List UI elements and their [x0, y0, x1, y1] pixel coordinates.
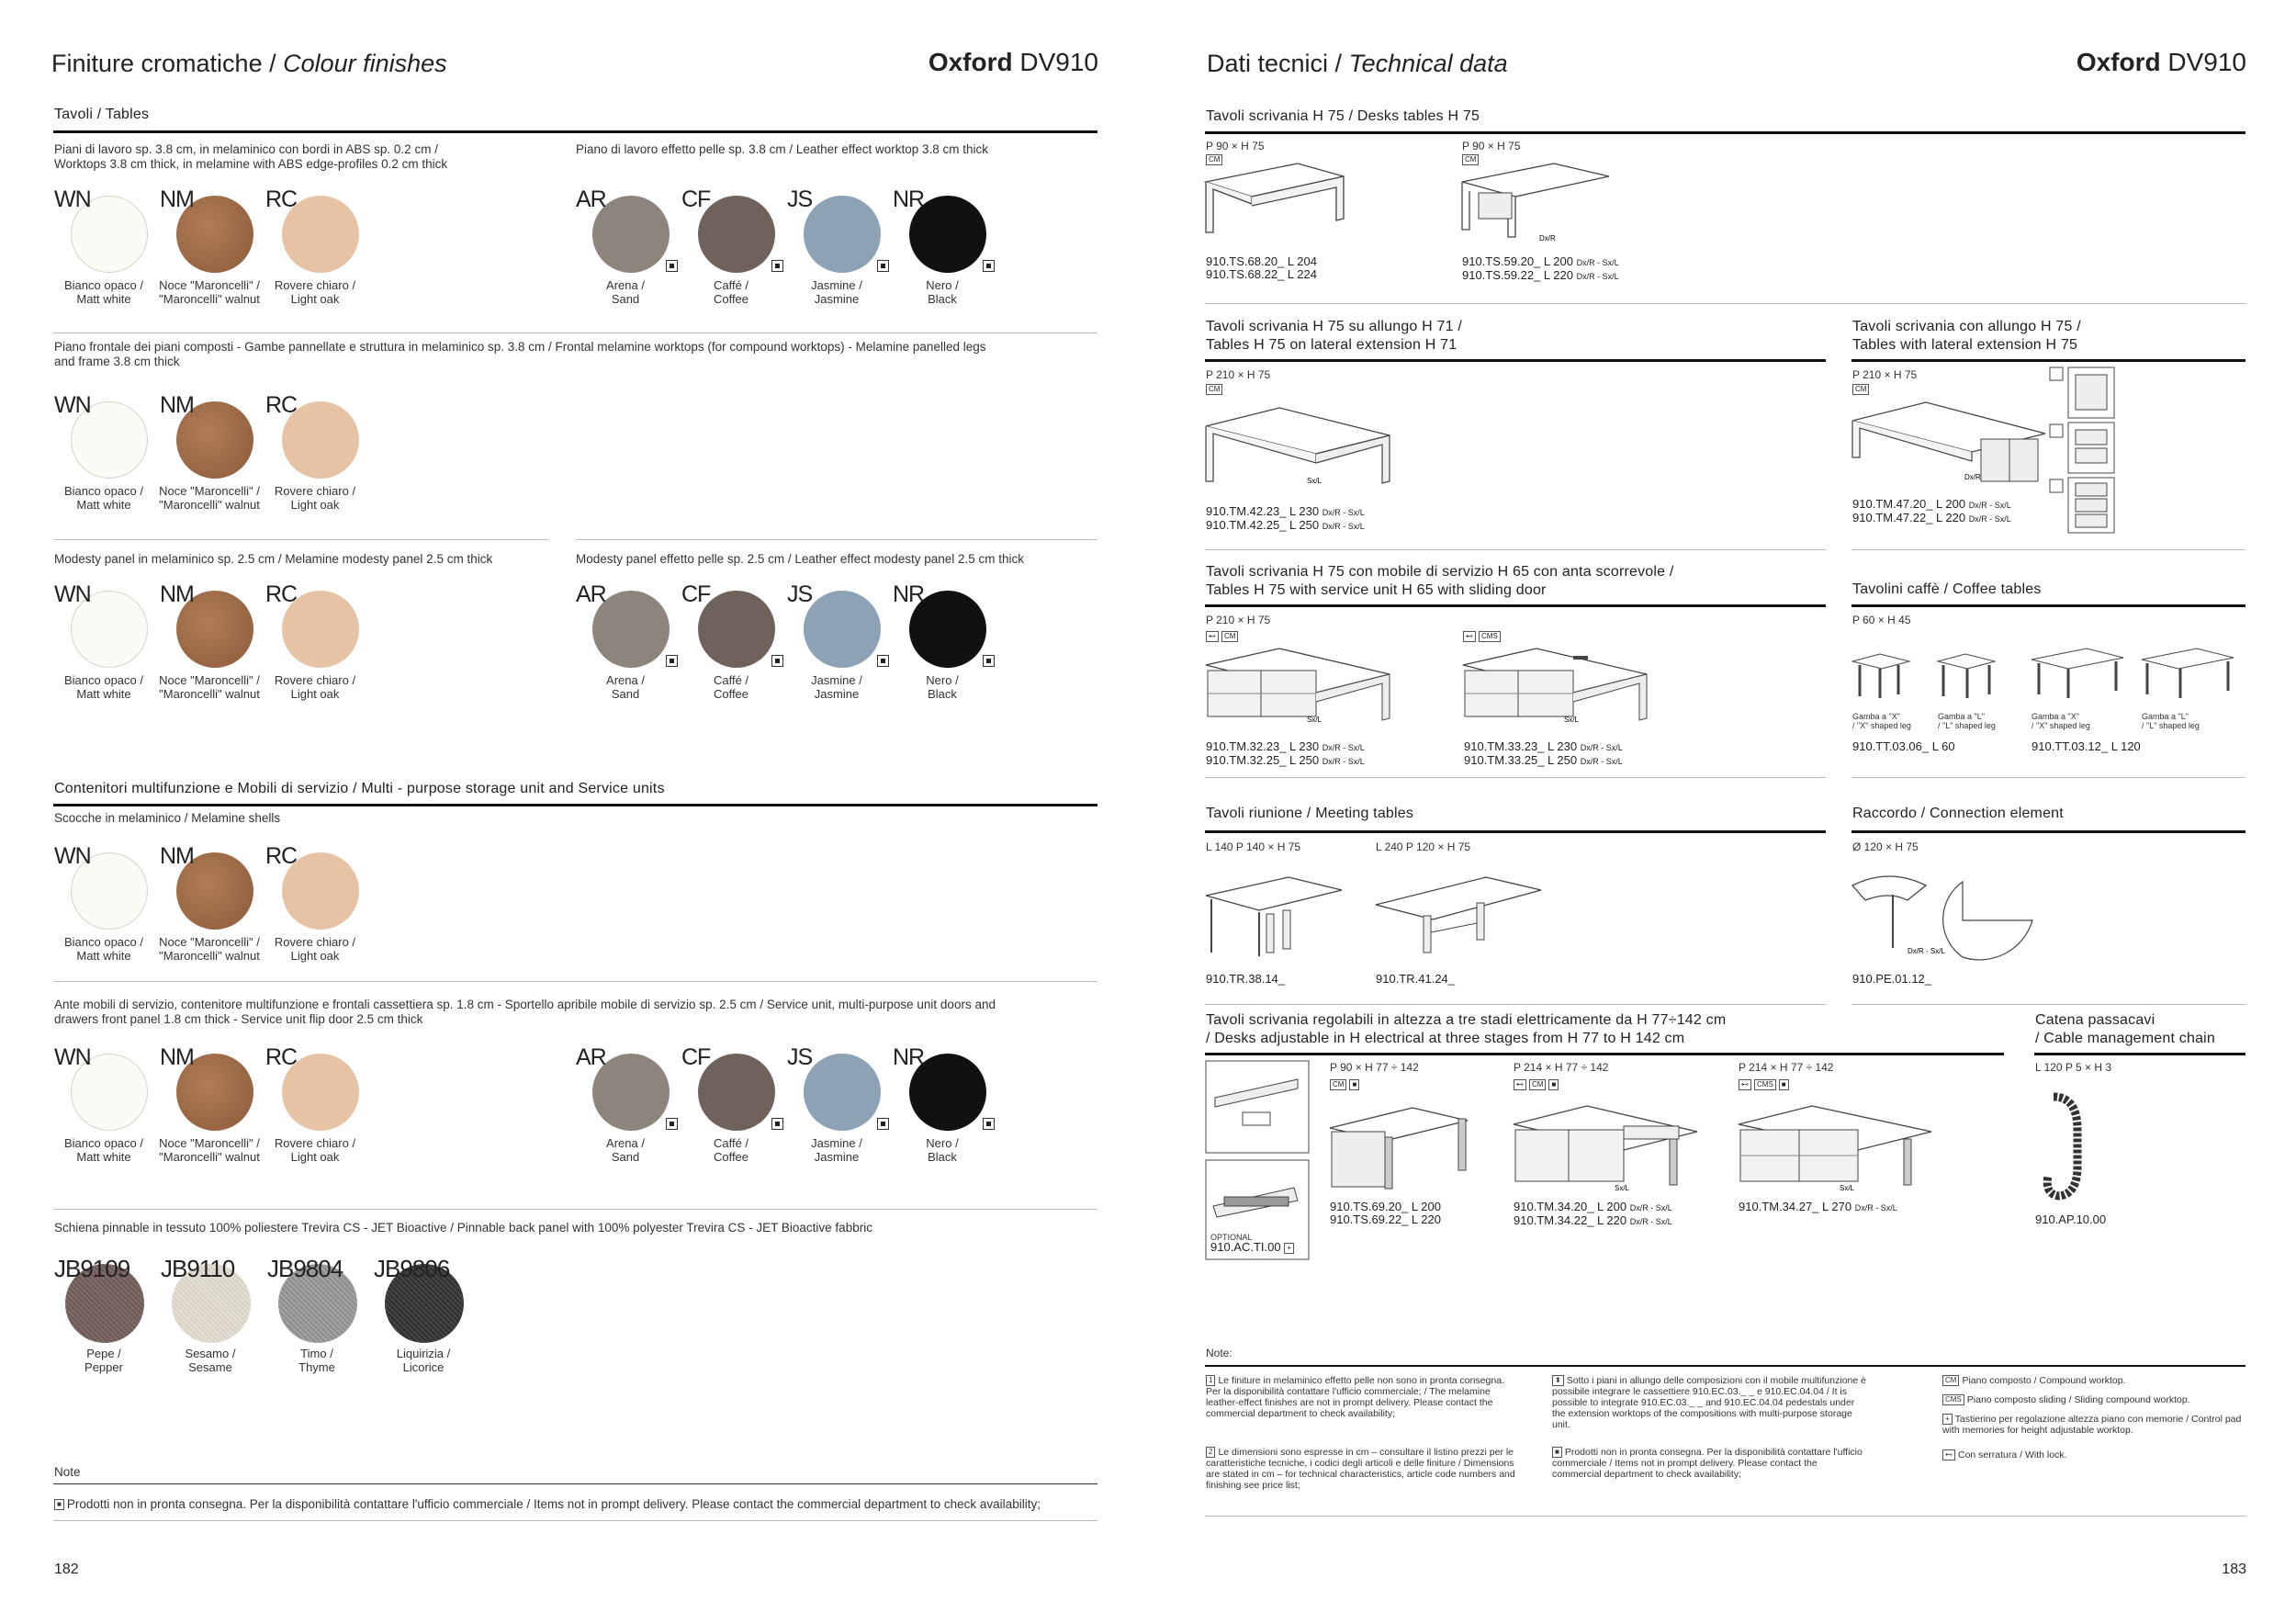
legend-control-pad: [1942, 1414, 2245, 1436]
side-label: Sx/L: [1307, 716, 1322, 724]
desk-drawing: [1462, 164, 1609, 246]
divider: [1205, 1516, 2245, 1517]
finish-code: RC: [265, 581, 298, 607]
finish-code: JS: [787, 581, 813, 607]
product-codes: [1330, 1201, 1441, 1226]
finish-caption: Jasmine / Jasmine: [811, 1136, 862, 1164]
divider: [576, 539, 1097, 540]
note-text: Le finiture in melaminico effetto pelle non sono in pronta consegna. Per la disponibilità contattare l'ufficio commerciale; / The melamine leather-effect finishes are not in prompt delivery. Please contact the commercial department to check availability;: [1206, 1375, 1504, 1420]
desk-sliding-drawing: [1463, 643, 1647, 735]
not-in-stock-icon: [877, 1118, 889, 1130]
divider: [1851, 830, 2245, 833]
product-code: 910.TS.68.22_ L 224: [1206, 267, 1317, 281]
finish-caption: Arena / Sand: [606, 278, 645, 306]
finish-code: NM: [160, 186, 194, 212]
adjustable-desk-drawing: [1330, 1100, 1477, 1192]
connection-element-drawing: [1852, 873, 2036, 964]
side-label: Dx/R - Sx/L: [1580, 757, 1623, 766]
note-left: [54, 1497, 1041, 1512]
dimension-label: P 214 × H 77 ÷ 142: [1739, 1061, 1834, 1074]
product-code-text: 910.TS.59.20_ L 200: [1462, 254, 1573, 268]
cable-chain-title: Catena passacavi / Cable management chain: [2035, 1012, 2216, 1046]
brand-right: [1975, 48, 2246, 77]
legend-text: Con serratura / With lock.: [1958, 1449, 2067, 1460]
finish-code: CF: [681, 186, 711, 212]
divider: [1205, 830, 1826, 833]
compound-icon: CM: [1330, 1079, 1346, 1090]
finish-caption: Nero / Black: [926, 1136, 959, 1164]
note-1-icon: 1: [1206, 1375, 1215, 1386]
product-code-text: 910.AC.TI.00: [1210, 1240, 1281, 1254]
finish-caption: Bianco opaco / Matt white: [63, 484, 143, 512]
product-code: [1462, 255, 1619, 269]
meeting-table-square-drawing: [1206, 877, 1344, 960]
compound-icon: CM: [1221, 631, 1238, 642]
finish-code: NM: [160, 1044, 194, 1070]
back-panel-label: Schiena pinnable in tessuto 100% poliestere Trevira CS - JET Bioactive / Pinnable back panel with 100% polyester Trevira CS - JET Bioactive fabbric: [54, 1221, 872, 1235]
finish-code: NR: [893, 581, 925, 607]
product-code-text: 910.TM.42.25_ L 250: [1206, 518, 1320, 532]
finish-caption: Caffé / Coffee: [713, 673, 749, 701]
product-code-text: 910.TM.47.20_ L 200: [1852, 497, 1966, 511]
title-italian: Finiture cromatiche /: [51, 50, 284, 77]
divider: [53, 804, 1097, 806]
product-code: 910.TR.41.24_: [1376, 972, 1456, 986]
divider: [1851, 1004, 2245, 1005]
product-code: 910.TT.03.06_ L 60: [1852, 739, 1955, 753]
coffee-tables-title: Tavolini caffè / Coffee tables: [1852, 581, 2042, 597]
dimension-label: Ø 120 × H 75: [1852, 840, 1919, 853]
finish-code: WN: [54, 1044, 91, 1070]
modesty-melamine-label: Modesty panel in melaminico sp. 2.5 cm / Melamine modesty panel 2.5 cm thick: [54, 552, 493, 566]
product-code: 910.TS.69.22_ L 220: [1330, 1212, 1441, 1226]
divider: [1851, 549, 2245, 550]
note-2-icon: 2: [1206, 1447, 1215, 1458]
finish-code: JB9806: [374, 1255, 450, 1282]
not-in-stock-icon: [771, 655, 783, 667]
desks-service-unit-title: Tavoli scrivania H 75 con mobile di servizio H 65 con anta scorrevole / Tables H 75 with service unit H 65 with sliding door: [1206, 564, 1674, 598]
divider: [1205, 1004, 1826, 1005]
not-in-stock-icon: [771, 1118, 783, 1130]
leg-label: Gamba a "L" / "L" shaped leg: [1938, 712, 1996, 730]
finish-caption: Sesamo / Sesame: [185, 1347, 236, 1374]
divider: [53, 539, 549, 540]
brand-name: Oxford: [2076, 48, 2161, 76]
finish-caption: Noce "Maroncelli" / "Maroncelli" walnut: [159, 484, 260, 512]
front-panel-label: Piano frontale dei piani composti - Gambe pannellate e struttura in melaminico sp. 3.8 cm / Frontal melamine worktops (for compound worktops) - Melamine panelled legs and frame 3.8 cm thick: [54, 340, 986, 368]
not-in-stock-icon: [666, 655, 678, 667]
divider: [53, 130, 1097, 133]
side-label: Dx/R - Sx/L: [1854, 1203, 1897, 1212]
desk-service-unit-drawing: [1206, 643, 1390, 735]
finish-code: CF: [681, 1044, 711, 1070]
side-label: Dx/R - Sx/L: [1968, 501, 2011, 510]
finish-caption: Rovere chiaro / Light oak: [274, 278, 356, 306]
legend-text: Piano composto sliding / Sliding compound worktop.: [1966, 1394, 2190, 1405]
finish-code: WN: [54, 186, 91, 212]
divider: [1205, 359, 1826, 362]
doors-label: Ante mobili di servizio, contenitore multifunzione e frontali cassettiera sp. 1.8 cm - Sportello apribile mobile di servizio sp. 2.5 cm / Service unit, multi-purpose unit doors and drawers front panel 1.8 cm thick - Service unit flip door 2.5 cm thick: [54, 998, 996, 1026]
divider: [1205, 1365, 2245, 1367]
dimension-label: L 120 P 5 × H 3: [2035, 1061, 2112, 1074]
color-disc: [804, 591, 881, 668]
not-in-stock-icon: [983, 260, 995, 272]
desk-extension-drawing: [1206, 399, 1390, 500]
not-in-stock-icon: ■: [54, 1499, 64, 1510]
product-code: 910.PE.01.12_: [1852, 972, 1932, 986]
product-codes: [1852, 498, 2011, 525]
divider: [53, 1483, 1097, 1484]
finish-code: JS: [787, 186, 813, 212]
product-code: [1514, 1214, 1672, 1228]
compound-icon: CM: [1206, 154, 1222, 165]
not-in-stock-icon: ■: [1349, 1079, 1359, 1090]
finish-code: CF: [681, 581, 711, 607]
product-code: 910.TS.69.20_ L 200: [1330, 1200, 1441, 1213]
compound-icons: [1330, 1077, 1362, 1093]
legend-text: Tastierino per regolazione altezza piano con memorie / Control pad with memories for height adjustable worktop.: [1942, 1414, 2242, 1437]
coffee-table-long-l-drawing: [2142, 648, 2234, 700]
product-codes: [1206, 505, 1365, 533]
sliding-compound-icon: CMS: [1754, 1079, 1776, 1090]
product-code: 910.TT.03.12_ L 120: [2032, 739, 2141, 753]
finish-caption: Bianco opaco / Matt white: [63, 935, 143, 963]
optional-label: OPTIONAL: [1210, 1233, 1253, 1242]
note-1: [1206, 1375, 1518, 1419]
product-codes: [1206, 740, 1365, 768]
product-code-text: 910.TM.33.25_ L 250: [1464, 753, 1578, 767]
product-code: [1464, 754, 1623, 768]
product-codes: [1514, 1201, 1672, 1228]
color-disc: [804, 1054, 881, 1131]
side-label: Dx/R - Sx/L: [1576, 272, 1619, 281]
brand-name: Oxford: [928, 48, 1013, 76]
product-code: [1464, 740, 1623, 754]
divider: [1205, 604, 1826, 607]
lock-icon: ⊷: [1514, 1079, 1526, 1090]
note-text: Le dimensioni sono espresse in cm – consultare il listino prezzi per le caratteristiche tecniche, i codici degli articoli e delle finiture / Dimensions are stated in cm – for technical characteristics, article code numbers and finishing see price list;: [1206, 1447, 1515, 1492]
product-code: [1514, 1201, 1672, 1214]
compound-icon: CM: [1206, 384, 1222, 395]
finish-caption: Timo / Thyme: [298, 1347, 335, 1374]
compound-icon: CM: [1852, 384, 1869, 395]
legend-sliding: [1942, 1394, 2245, 1405]
finish-caption: Pepe / Pepper: [84, 1347, 123, 1374]
sliding-compound-icon: CMS: [1479, 631, 1501, 642]
note-title-right: Note:: [1206, 1347, 1232, 1359]
finish-code: NM: [160, 392, 194, 418]
not-in-stock-icon: [983, 655, 995, 667]
finish-code: AR: [576, 581, 606, 607]
finish-code: RC: [265, 392, 298, 418]
note-2: [1206, 1447, 1518, 1491]
page-title-right: [1207, 50, 1508, 78]
finish-caption: Nero / Black: [926, 278, 959, 306]
finish-caption: Arena / Sand: [606, 673, 645, 701]
worktop-leather-label: Piano di lavoro effetto pelle sp. 3.8 cm / Leather effect worktop 3.8 cm thick: [576, 142, 988, 156]
leg-label: Gamba a "X" / "X" shaped leg: [2032, 712, 2090, 730]
dimension-label: P 210 × H 75: [1852, 368, 1918, 381]
product-code: [1206, 754, 1365, 768]
finish-code: NM: [160, 581, 194, 607]
not-in-stock-icon: [666, 1118, 678, 1130]
page-number-left: 182: [54, 1562, 79, 1577]
legend-compound: [1942, 1375, 2245, 1386]
finish-caption: Noce "Maroncelli" / "Maroncelli" walnut: [159, 278, 260, 306]
adjustable-desk-long-drawing: [1739, 1099, 1931, 1200]
desks-lateral-extension-title: Tavoli scrivania con allungo H 75 / Tables with lateral extension H 75: [1852, 319, 2081, 353]
lock-compound-icons: [1514, 1077, 1561, 1093]
finish-caption: Bianco opaco / Matt white: [63, 673, 143, 701]
adjustable-desk-unit-drawing: [1514, 1099, 1697, 1200]
dimension-label: P 60 × H 45: [1852, 614, 1911, 626]
finish-code: JS: [787, 1044, 813, 1070]
side-label: Dx/R - Sx/L: [1968, 514, 2011, 524]
lock-icon: ⊷: [1942, 1449, 1955, 1460]
coffee-table-long-x-drawing: [2032, 648, 2123, 700]
finish-code: WN: [54, 843, 91, 869]
note-text: Prodotti non in pronta consegna. Per la disponibilità contattare l'ufficio commerciale / Items not in prompt delivery. Please contact the commercial department to check availability;: [66, 1497, 1041, 1511]
finish-caption: Noce "Maroncelli" / "Maroncelli" walnut: [159, 935, 260, 963]
brand-model: DV910: [1012, 48, 1098, 76]
side-label: Dx/R - Sx/L: [1908, 947, 1945, 955]
control-pad-icon: +: [1942, 1414, 1953, 1425]
product-codes: [1739, 1201, 1897, 1214]
control-pad-icon: +: [1284, 1243, 1294, 1254]
finish-code: RC: [265, 843, 298, 869]
shells-label: Scocche in melaminico / Melamine shells: [54, 811, 281, 825]
lock-sliding-icons: [1739, 1077, 1792, 1093]
legend-lock: [1942, 1449, 2245, 1460]
product-code-text: 910.TM.34.20_ L 200: [1514, 1200, 1627, 1213]
side-label: Dx/R - Sx/L: [1322, 522, 1365, 531]
dimension-label: P 210 × H 75: [1206, 368, 1271, 381]
finish-caption: Bianco opaco / Matt white: [63, 278, 143, 306]
product-code: [1206, 505, 1365, 519]
connection-element-title: Raccordo / Connection element: [1852, 806, 2064, 821]
product-code: [1206, 519, 1365, 533]
note-title-left: Note: [54, 1465, 81, 1479]
divider: [1205, 1053, 2004, 1055]
product-code-text: 910.TM.34.27_ L 270: [1739, 1200, 1852, 1213]
divider: [53, 1209, 1097, 1210]
dimension-label: P 214 × H 77 ÷ 142: [1514, 1061, 1609, 1074]
note-text: Sotto i piani in allungo delle composizioni con il mobile multifunzione è possibile integrare le cassettiere 910.EC.03._ _ e 910.EC.04.04 / It is possible to integrate 910.EC.03._ _ and 910.EC.04.04 pedestals under the extension worktops of the compositions with multi-purpose storage unit.: [1552, 1375, 1866, 1431]
side-label: Dx/R - Sx/L: [1629, 1203, 1672, 1212]
leg-label: Gamba a "L" / "L" shaped leg: [2142, 712, 2200, 730]
product-codes: [1464, 740, 1623, 768]
product-code-text: 910.TM.32.23_ L 230: [1206, 739, 1320, 753]
finish-caption: Rovere chiaro / Light oak: [274, 1136, 356, 1164]
height-adjustable-title: Tavoli scrivania regolabili in altezza a tre stadi elettricamente da H 77÷142 cm / Desks adjustable in H electrical at three stages from H 77 to H 142 cm: [1206, 1012, 1727, 1046]
desk-lateral-drawing: [1852, 393, 2045, 494]
divider: [1851, 359, 2245, 362]
modesty-leather-label: Modesty panel effetto pelle sp. 2.5 cm / Leather effect modesty panel 2.5 cm thick: [576, 552, 1025, 566]
side-label: Sx/L: [1840, 1184, 1855, 1192]
worktop-melamine-label: Piani di lavoro sp. 3.8 cm, in melaminico con bordi in ABS sp. 0.2 cm / Worktops 3.8 cm thick, in melamine with ABS edge-profiles 0.2 cm thick: [54, 142, 448, 171]
side-label: Sx/L: [1307, 477, 1322, 485]
divider: [1205, 131, 2245, 134]
title-italian: Dati tecnici /: [1207, 50, 1349, 77]
page-number-right: 183: [2222, 1562, 2246, 1577]
not-in-stock-icon: [771, 260, 783, 272]
compound-icon: CM: [1462, 154, 1479, 165]
finish-caption: Bianco opaco / Matt white: [63, 1136, 143, 1164]
page-title-left: [51, 50, 447, 78]
not-in-stock-icon: [877, 260, 889, 272]
finish-caption: Arena / Sand: [606, 1136, 645, 1164]
finish-caption: Rovere chiaro / Light oak: [274, 935, 356, 963]
compound-icon: CM: [1942, 1375, 1959, 1386]
finish-caption: Liquirizia / Licorice: [396, 1347, 451, 1374]
title-english: Technical data: [1348, 50, 1508, 77]
finish-code: JB9110: [161, 1255, 235, 1282]
sliding-compound-icon: CMS: [1942, 1394, 1964, 1405]
finish-code: RC: [265, 186, 298, 212]
section-tables-title: Tavoli / Tables: [54, 107, 150, 122]
finish-code: NM: [160, 843, 194, 869]
pedestal-arrow-icon: ⬍: [1552, 1375, 1564, 1386]
control-pad-drawing: [1206, 1061, 1309, 1153]
optional-code: [1210, 1241, 1297, 1254]
finish-caption: Jasmine / Jasmine: [811, 278, 862, 306]
divider: [53, 1520, 1097, 1521]
not-in-stock-icon: [666, 260, 678, 272]
divider: [1851, 777, 2245, 778]
product-code: [1852, 512, 2011, 525]
product-code-text: 910.TM.33.23_ L 230: [1464, 739, 1578, 753]
finish-caption: Caffé / Coffee: [713, 1136, 749, 1164]
finish-caption: Rovere chiaro / Light oak: [274, 673, 356, 701]
note-text: Prodotti non in pronta consegna. Per la disponibilità contattare l'ufficio commerciale / Items not in prompt delivery. Please contact the commercial department to check availability;: [1552, 1447, 1863, 1481]
finish-code: JB9804: [267, 1255, 343, 1282]
side-label: Sx/L: [1615, 1184, 1630, 1192]
side-label: Dx/R - Sx/L: [1322, 757, 1365, 766]
leg-label: Gamba a "X" / "X" shaped leg: [1852, 712, 1911, 730]
product-code: [1206, 740, 1365, 754]
finish-caption: Noce "Maroncelli" / "Maroncelli" walnut: [159, 1136, 260, 1164]
dimension-label: L 240 P 120 × H 75: [1376, 840, 1471, 853]
divider: [53, 981, 1097, 982]
finish-code: WN: [54, 581, 91, 607]
dimension-label: L 140 P 140 × H 75: [1206, 840, 1301, 853]
divider: [1205, 303, 2245, 304]
lock-icon: ⊷: [1206, 631, 1219, 642]
desk-drawing: [1206, 164, 1353, 246]
product-code-text: 910.TM.34.22_ L 220: [1514, 1213, 1627, 1227]
pedestal-drawings: [2050, 367, 2123, 537]
not-in-stock-icon: [983, 1118, 995, 1130]
not-in-stock-icon: ■: [1548, 1079, 1559, 1090]
product-code: [1852, 498, 2011, 512]
product-codes: [1462, 255, 1619, 283]
lock-icon: ⊷: [1463, 631, 1476, 642]
side-label: Dx/R - Sx/L: [1322, 743, 1365, 752]
brand-left: [827, 48, 1098, 77]
color-disc: [804, 196, 881, 273]
dimension-label: P 210 × H 75: [1206, 614, 1271, 626]
desks-extension-h71-title: Tavoli scrivania H 75 su allungo H 71 / Tables H 75 on lateral extension H 71: [1206, 319, 1463, 353]
title-english: Colour finishes: [283, 50, 447, 77]
finish-code: JB9109: [54, 1255, 130, 1282]
finish-code: AR: [576, 1044, 606, 1070]
coffee-table-x-drawing: [1852, 654, 1911, 700]
divider: [1851, 604, 2245, 607]
finish-code: NR: [893, 186, 925, 212]
finish-code: RC: [265, 1044, 298, 1070]
compound-icon: CM: [1529, 1079, 1546, 1090]
finish-caption: Nero / Black: [926, 673, 959, 701]
product-codes: [1206, 255, 1317, 281]
note-3: [1552, 1375, 1869, 1430]
finish-code: WN: [54, 392, 91, 418]
dimension-label: P 90 × H 77 ÷ 142: [1330, 1061, 1419, 1074]
note-4: [1552, 1447, 1869, 1480]
dimension-label: P 90 × H 75: [1206, 140, 1265, 152]
product-code: [1739, 1201, 1897, 1214]
product-code-text: 910.TM.42.23_ L 230: [1206, 504, 1320, 518]
divider: [2034, 1053, 2245, 1055]
not-in-stock-icon: ■: [1552, 1447, 1562, 1458]
coffee-table-l-drawing: [1938, 654, 1997, 700]
product-code: 910.AP.10.00: [2035, 1212, 2107, 1226]
desks-h75-title: Tavoli scrivania H 75 / Desks tables H 75: [1206, 108, 1480, 124]
side-label: Sx/L: [1564, 716, 1580, 724]
product-code: [1462, 269, 1619, 283]
cable-chain-drawing: [2041, 1093, 2096, 1203]
side-label: Dx/R: [1964, 473, 1981, 481]
side-label: Dx/R - Sx/L: [1576, 258, 1619, 267]
meeting-table-rect-drawing: [1376, 877, 1541, 960]
finish-code: AR: [576, 186, 606, 212]
finish-caption: Jasmine / Jasmine: [811, 673, 862, 701]
not-in-stock-icon: ■: [1779, 1079, 1789, 1090]
product-code: 910.TS.68.20_ L 204: [1206, 254, 1317, 268]
legend-text: Piano composto / Compound worktop.: [1962, 1375, 2126, 1386]
section-storage-title: Contenitori multifunzione e Mobili di servizio / Multi - purpose storage unit and Service units: [54, 781, 665, 796]
lock-icon: ⊷: [1739, 1079, 1751, 1090]
product-code-text: 910.TM.47.22_ L 220: [1852, 511, 1966, 524]
side-label: Dx/R - Sx/L: [1629, 1217, 1672, 1226]
finish-code: NR: [893, 1044, 925, 1070]
product-code: 910.TR.38.14_: [1206, 972, 1286, 986]
product-code-text: 910.TS.59.22_ L 220: [1462, 268, 1573, 282]
finish-caption: Rovere chiaro / Light oak: [274, 484, 356, 512]
side-label: Dx/R: [1539, 234, 1556, 242]
divider: [1205, 549, 1826, 550]
side-label: Dx/R - Sx/L: [1322, 508, 1365, 517]
finish-caption: Noce "Maroncelli" / "Maroncelli" walnut: [159, 673, 260, 701]
not-in-stock-icon: [877, 655, 889, 667]
dimension-label: P 90 × H 75: [1462, 140, 1521, 152]
divider: [1205, 777, 1826, 778]
brand-model: DV910: [2160, 48, 2246, 76]
meeting-tables-title: Tavoli riunione / Meeting tables: [1206, 806, 1414, 821]
product-code-text: 910.TM.32.25_ L 250: [1206, 753, 1320, 767]
side-label: Dx/R - Sx/L: [1580, 743, 1623, 752]
finish-caption: Caffé / Coffee: [713, 278, 749, 306]
